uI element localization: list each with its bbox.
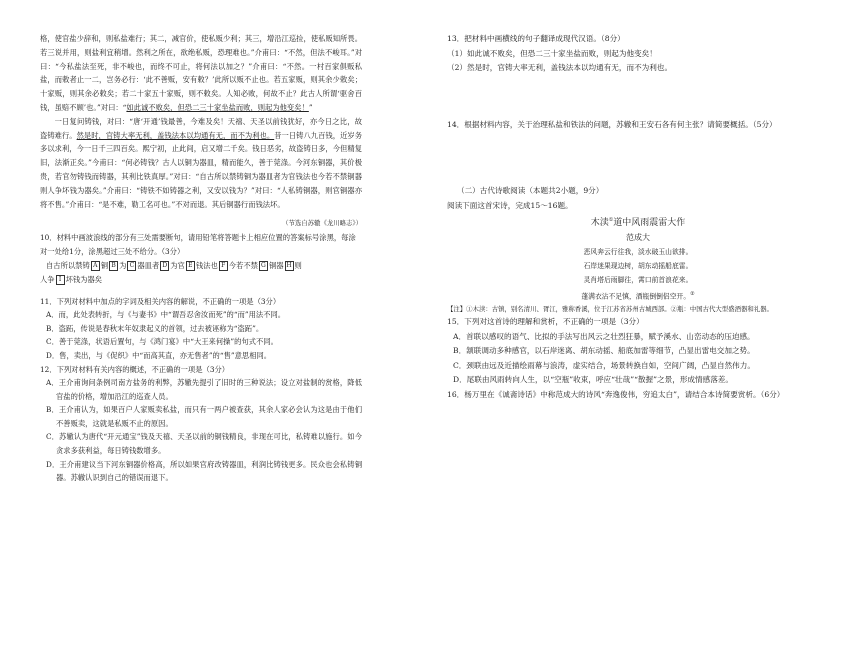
poem-line-1: 恶风奔云行往我，淡水破玉山欲排。 bbox=[583, 248, 693, 256]
sequence-text: 为官 bbox=[170, 260, 185, 270]
q11-stem: 11．下列对材料中加点的字词及相关内容的解说，不正确的一项是（3分） bbox=[40, 296, 281, 306]
answer-slot-f: F bbox=[219, 261, 228, 271]
q13-answer-2: （2）然是时，官铸大率无利，盖钱法本以均通有无，而不为利也。 bbox=[447, 63, 673, 72]
q12-stem: 12．下列对材料有关内容的概述，不正确的一项是（3分） bbox=[40, 364, 230, 374]
passage-text: ” bbox=[308, 102, 313, 112]
left-column bbox=[40, 32, 362, 485]
poem-line-2: 石岸迷果现边树，胡东动摇船底雷。 bbox=[583, 262, 693, 270]
question-10 bbox=[40, 231, 362, 286]
passage-source: （节选自苏辙《龙川略志》） bbox=[282, 219, 362, 228]
question-15 bbox=[447, 315, 829, 388]
sequence-text: 钱法也 bbox=[195, 260, 218, 270]
q10-sequence bbox=[40, 259, 362, 273]
q11-option-b: B．盗跖，传说是春秋末年奴隶起义的首领，过去被诬称为“盗跖”。 bbox=[46, 323, 264, 333]
question-12 bbox=[40, 363, 362, 485]
passage-text: 昔一日铸八九百钱，近岁务多以求利，今一日千三四百矣。熙宁初，止此间，启又增二千矣。钱日恶劣，故盗铸日多，今但精复旧，法渐正矣。”今甫曰：“何必铸钱？古人以铜为器皿，精而能久，善于莞涤。今河东铜器，其价极贵，若官勿铸钱而铸器，其利比铁真厚。”对曰：“自古所以禁铸铜为器皿者为官钱法也今若不禁铜器则人争坏钱为器矣。”介甫曰：“铸铁不如铸器之利，又安以钱为？”对曰：“人私铸铜器，则官铜器亦将不售。”介甫曰：“是不难，勒工名可也。”不对而退。其后铜器行而钱法坏。 bbox=[40, 130, 363, 209]
q11-option-d: D．售，卖出，与《促织》中“而高其直，亦无售者”的“售”意思相同。 bbox=[46, 350, 272, 360]
poem-title: 木渎①道中风雨震雷大作 bbox=[590, 217, 686, 228]
q15-option-d: D．尾联由风雨转向人生，以“空瓶”收束，呼应“壮哉”“散握”之景，形成情感落差。 bbox=[453, 375, 733, 385]
answer-slot-d: D bbox=[160, 261, 169, 271]
q10-stem: 10．材料中画波浪线的部分有三处需要断句，请用铅笔将答题卡上相应位置的答案标号涂黑，每涂对一处给1分，涂黑超过三处不给分。（3分） bbox=[40, 233, 356, 256]
answer-slot-h: H bbox=[286, 261, 292, 269]
sequence-text: 今若不禁 bbox=[228, 260, 258, 270]
q15-option-a: A．首联以感叹的语气、比拟的手法写出风云之壮烈狂暴，赋予溪水、山峦动态的压迫感。 bbox=[453, 331, 755, 341]
poem-note: 【注】①木渎：古镇，别名清川、胥江，雅称香溪，位于江苏省苏州古城西部。②瓶：中国古代大型盛酒器和礼器。 bbox=[447, 305, 773, 314]
right-column bbox=[447, 32, 829, 402]
sequence-text: 则 bbox=[294, 260, 302, 270]
q13-stem: 13．把材料中画横线的句子翻译成现代汉语。（8分） bbox=[447, 34, 625, 43]
underlined-sentence: 如此诚不败矣，但恐二三十家坐盐而败，则起为他变矣！ bbox=[126, 102, 309, 112]
q12-option-a: A．王介甫询问条例司南方盐务的利弊，苏辙先提引了旧时的三种说法；设立对盐制的赏格，降低官盐的价格，增加沿江的巡查人员。 bbox=[46, 378, 362, 401]
q10-sequence-cont bbox=[40, 273, 362, 287]
question-11 bbox=[40, 295, 362, 363]
q12-option-d: D．王介甫建议当下河东铜器价格高，所以如果官府改铸器皿，利润比铸钱更多。民众也会私铸铜器。苏辙认识到自己的错误而退下。 bbox=[46, 459, 362, 483]
poem-line-3: 灵肖塔后雨脚往，霄口前首浪花来。 bbox=[583, 276, 693, 284]
answer-slot-e: E bbox=[186, 261, 195, 271]
passage-text: 一日复问铸钱，对曰：“唐‘开通’钱最善，今难及矣！天禧、天圣以前钱犹好，亦今日之比，故盗铸难行。 bbox=[40, 116, 362, 140]
q14-stem: 14．根据材料内容，关于治理私盐和铁法的问题，苏辙和王安石各有何主张？请简要概括。（5分） bbox=[447, 119, 777, 129]
sequence-text: 人争 bbox=[40, 274, 55, 284]
answer-slot-i: I bbox=[56, 275, 65, 285]
question-16 bbox=[447, 388, 829, 403]
q13-answer-1: （1）如此诚不败矣，但恐二三十家坐盐而败，则起为他变矣！ bbox=[447, 48, 657, 58]
question-14 bbox=[447, 118, 829, 133]
q15-stem: 15．下列对这首诗的理解和赏析，不正确的一项是（3分） bbox=[447, 317, 644, 327]
sequence-text: 器皿者 bbox=[137, 260, 160, 270]
q11-option-a: A．而，此处表转折，与《与妻书》中“谓吾忍舍汝而死”的“而”用法不同。 bbox=[46, 310, 286, 320]
q12-option-b: B．王介甫认为，如果百户人家贩卖私盐，而只有一两户被查获，其余人家必会认为这是由于他们不善贩卖，这就是私贩不止的原因。 bbox=[46, 405, 362, 428]
answer-slot-b: B bbox=[109, 261, 118, 271]
q11-option-c: C．善于莞涤，状语后置句，与《鸿门宴》中“大王来何操”的句式不同。 bbox=[46, 337, 278, 347]
poem-author: 范成大 bbox=[626, 233, 650, 242]
q15-option-c: C．颈联由远及近描绘雨幕与浪涛，虚实结合，场景转换自如，空间广阔，凸显自然伟力。 bbox=[453, 360, 755, 370]
sequence-text: 为 bbox=[119, 260, 127, 270]
poem-line-4: 蓬满衣沾不足慎，酒瓶倒倒侣空开。② bbox=[581, 291, 695, 301]
q15-option-b: B．颔联调动多种感官，以石岸迷离、胡东动摇、船底加雷等细节，凸显出雷电交加之势。 bbox=[453, 346, 755, 356]
underlined-sentence: 然是时，官铸大率无利，盖钱法本以均通有无，而不为利也。 bbox=[76, 130, 275, 140]
section-heading: （二）古代诗歌阅读（本题共2小题，9分） bbox=[457, 186, 604, 195]
answer-slot-c: C bbox=[127, 261, 136, 271]
q16-stem: 16．杨万里在《诚斋诗话》中称范成大的诗风“奔逸俊伟，穷追太白”，请结合本诗简要赏析。（6分） bbox=[447, 389, 785, 399]
passage-para-1 bbox=[40, 32, 362, 115]
sequence-text: 自古所以禁铸 bbox=[46, 260, 90, 270]
answer-slot-a: A bbox=[91, 261, 100, 271]
passage-text: 格，使官盐少辞和，则私盐难行；其二，减官价，使私贩少利；其三，增沿江巡捡，使私贩知所畏。若三说并用，则盐利宜稍增。然利之所在，欲绝私贩，恐理难也。”介甫曰：“不然，但法不峻耳。”对曰：“今私盐法至死，非不峻也，而终不可止，将何法以加之？”介甫曰：“不然。一村百家俱贩私盐，而敕者止一二，岂务必行：‘此不善贩，安有敕？’此所以贩不止也。若五家贩，则其余少敕矣；十家贩，则其余必敕矣；若二十家五十家贩，则不敕矣。人知必败，何故不止？此古人所谓‘驱舍百钱，虽赔不顾’也。”对曰：“ bbox=[40, 34, 362, 112]
sequence-text: 铜 bbox=[100, 260, 109, 270]
sequence-text: 铜器 bbox=[268, 260, 284, 270]
poetry-section bbox=[447, 184, 829, 315]
passage-para-2 bbox=[40, 115, 362, 212]
q12-option-c: C．苏辙认为唐代“开元通宝”钱及天禧、天圣以前的铜钱精良，非现在可比，私铸难以施行。如今贪求多获利益，每日铸钱数增多。 bbox=[46, 432, 362, 456]
question-13 bbox=[447, 32, 829, 76]
sequence-text: 坏钱为器矣 bbox=[65, 274, 103, 284]
answer-slot-g: G bbox=[259, 261, 268, 271]
section-intro: 阅读下面这首宋诗，完成15～16题。 bbox=[447, 200, 573, 210]
